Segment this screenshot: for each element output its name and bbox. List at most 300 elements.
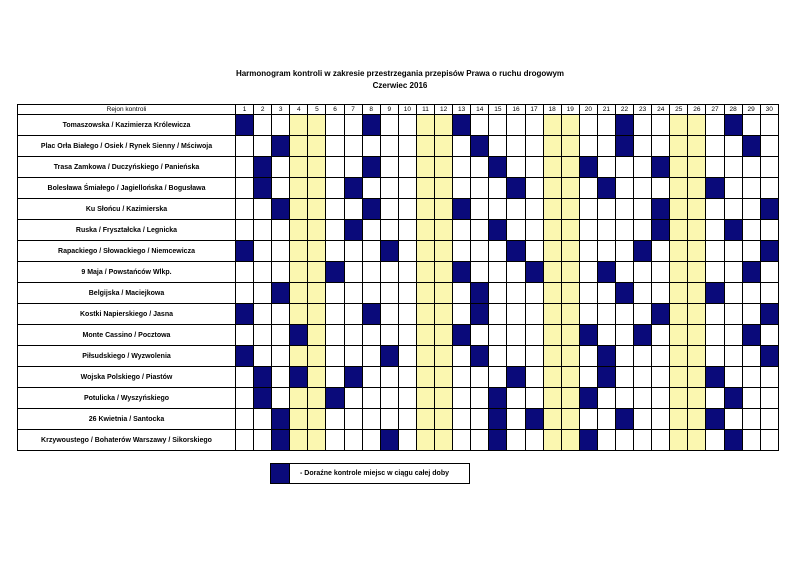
day-cell-weekend	[561, 388, 579, 409]
day-cell-weekend	[308, 178, 326, 199]
day-cell	[453, 220, 471, 241]
day-cell-control	[380, 241, 398, 262]
day-cell	[760, 136, 778, 157]
day-cell-weekend	[543, 304, 561, 325]
day-cell-control	[254, 178, 272, 199]
day-cell	[362, 241, 380, 262]
day-cell	[579, 241, 597, 262]
day-cell	[453, 367, 471, 388]
day-cell-weekend	[435, 430, 453, 451]
day-cell	[597, 199, 615, 220]
header-day: 28	[724, 105, 742, 115]
day-cell	[634, 367, 652, 388]
day-cell-weekend	[290, 241, 308, 262]
day-cell	[471, 241, 489, 262]
day-cell	[760, 430, 778, 451]
day-cell	[489, 283, 507, 304]
region-name: Ku Słońcu / Kazimierska	[18, 199, 236, 220]
header-day: 21	[597, 105, 615, 115]
day-cell-weekend	[290, 157, 308, 178]
day-cell	[471, 220, 489, 241]
day-cell	[362, 409, 380, 430]
header-day: 20	[579, 105, 597, 115]
day-cell	[272, 220, 290, 241]
day-cell	[344, 304, 362, 325]
day-cell-control	[362, 157, 380, 178]
day-cell	[652, 367, 670, 388]
day-cell	[398, 388, 416, 409]
day-cell-weekend	[435, 325, 453, 346]
day-cell-weekend	[688, 115, 706, 136]
day-cell-weekend	[290, 304, 308, 325]
day-cell	[398, 430, 416, 451]
day-cell	[272, 388, 290, 409]
table-row	[18, 388, 779, 409]
day-cell-weekend	[561, 304, 579, 325]
day-cell	[453, 304, 471, 325]
day-cell	[236, 430, 254, 451]
day-cell-weekend	[543, 115, 561, 136]
table-row	[18, 199, 779, 220]
day-cell	[742, 367, 760, 388]
day-cell-control	[760, 241, 778, 262]
day-cell-control	[453, 199, 471, 220]
day-cell	[236, 283, 254, 304]
day-cell	[742, 115, 760, 136]
day-cell	[652, 136, 670, 157]
day-cell	[615, 304, 633, 325]
day-cell	[706, 325, 724, 346]
day-cell	[525, 157, 543, 178]
day-cell-weekend	[688, 178, 706, 199]
day-cell-weekend	[670, 136, 688, 157]
day-cell	[380, 157, 398, 178]
day-cell-weekend	[416, 367, 434, 388]
day-cell-weekend	[561, 241, 579, 262]
day-cell	[652, 346, 670, 367]
day-cell	[380, 304, 398, 325]
day-cell-weekend	[543, 136, 561, 157]
day-cell	[489, 136, 507, 157]
day-cell-control	[615, 136, 633, 157]
day-cell	[489, 304, 507, 325]
day-cell	[326, 220, 344, 241]
day-cell	[254, 325, 272, 346]
day-cell-control	[362, 115, 380, 136]
day-cell	[398, 115, 416, 136]
day-cell	[453, 283, 471, 304]
day-cell-weekend	[688, 283, 706, 304]
header-day: 23	[634, 105, 652, 115]
day-cell	[272, 367, 290, 388]
day-cell-weekend	[290, 388, 308, 409]
day-cell	[236, 325, 254, 346]
day-cell	[398, 325, 416, 346]
day-cell	[471, 178, 489, 199]
day-cell	[597, 388, 615, 409]
header-day: 11	[416, 105, 434, 115]
day-cell	[706, 199, 724, 220]
day-cell-weekend	[416, 430, 434, 451]
day-cell	[453, 241, 471, 262]
day-cell-control	[254, 367, 272, 388]
region-name: Piłsudskiego / Wyzwolenia	[18, 346, 236, 367]
day-cell	[507, 409, 525, 430]
day-cell	[760, 367, 778, 388]
day-cell	[507, 388, 525, 409]
day-cell	[634, 115, 652, 136]
day-cell	[380, 388, 398, 409]
header-day: 22	[615, 105, 633, 115]
day-cell	[453, 409, 471, 430]
day-cell	[742, 346, 760, 367]
region-name: Kostki Napierskiego / Jasna	[18, 304, 236, 325]
day-cell-weekend	[416, 157, 434, 178]
day-cell-weekend	[561, 199, 579, 220]
day-cell-control	[380, 346, 398, 367]
day-cell	[326, 304, 344, 325]
day-cell	[362, 262, 380, 283]
day-cell	[525, 325, 543, 346]
day-cell	[597, 115, 615, 136]
day-cell	[489, 325, 507, 346]
day-cell-weekend	[561, 178, 579, 199]
day-cell	[634, 430, 652, 451]
day-cell-weekend	[435, 115, 453, 136]
day-cell-control	[362, 304, 380, 325]
day-cell	[724, 136, 742, 157]
document-title	[0, 68, 800, 92]
table-row	[18, 409, 779, 430]
day-cell	[507, 262, 525, 283]
day-cell	[615, 262, 633, 283]
day-cell-weekend	[543, 367, 561, 388]
day-cell	[652, 430, 670, 451]
day-cell	[742, 199, 760, 220]
day-cell	[724, 178, 742, 199]
day-cell-weekend	[290, 136, 308, 157]
day-cell	[326, 367, 344, 388]
day-cell	[471, 115, 489, 136]
day-cell-control	[597, 367, 615, 388]
day-cell-weekend	[561, 115, 579, 136]
day-cell-control	[326, 262, 344, 283]
day-cell	[579, 367, 597, 388]
day-cell	[344, 157, 362, 178]
day-cell	[398, 136, 416, 157]
day-cell-control	[706, 409, 724, 430]
day-cell	[380, 283, 398, 304]
day-cell	[380, 262, 398, 283]
header-day: 19	[561, 105, 579, 115]
day-cell-weekend	[308, 325, 326, 346]
day-cell	[706, 346, 724, 367]
day-cell	[724, 367, 742, 388]
day-cell	[597, 136, 615, 157]
day-cell	[760, 325, 778, 346]
day-cell	[760, 178, 778, 199]
day-cell	[615, 220, 633, 241]
day-cell	[525, 241, 543, 262]
day-cell-weekend	[561, 157, 579, 178]
day-cell-control	[507, 178, 525, 199]
day-cell-weekend	[290, 409, 308, 430]
day-cell	[760, 388, 778, 409]
day-cell	[344, 262, 362, 283]
day-cell-weekend	[543, 199, 561, 220]
day-cell-weekend	[416, 136, 434, 157]
day-cell-control	[272, 136, 290, 157]
day-cell	[471, 388, 489, 409]
day-cell-weekend	[416, 199, 434, 220]
day-cell-weekend	[435, 157, 453, 178]
day-cell	[507, 430, 525, 451]
day-cell	[706, 388, 724, 409]
day-cell	[597, 325, 615, 346]
day-cell-weekend	[290, 262, 308, 283]
header-day: 17	[525, 105, 543, 115]
day-cell-control	[597, 346, 615, 367]
day-cell-control	[344, 178, 362, 199]
day-cell	[507, 304, 525, 325]
header-day: 25	[670, 105, 688, 115]
day-cell	[236, 199, 254, 220]
day-cell	[597, 304, 615, 325]
day-cell	[706, 430, 724, 451]
day-cell	[326, 430, 344, 451]
day-cell	[362, 346, 380, 367]
day-cell	[615, 388, 633, 409]
header-day: 4	[290, 105, 308, 115]
day-cell-weekend	[561, 430, 579, 451]
day-cell	[326, 178, 344, 199]
day-cell-control	[724, 115, 742, 136]
day-cell-weekend	[416, 325, 434, 346]
day-cell	[597, 430, 615, 451]
day-cell-weekend	[290, 115, 308, 136]
day-cell-control	[489, 388, 507, 409]
day-cell	[615, 346, 633, 367]
day-cell-control	[236, 304, 254, 325]
day-cell	[724, 304, 742, 325]
day-cell	[344, 388, 362, 409]
day-cell-control	[525, 409, 543, 430]
day-cell-weekend	[688, 388, 706, 409]
day-cell-weekend	[290, 220, 308, 241]
region-name: Potulicka / Wyszyńskiego	[18, 388, 236, 409]
day-cell	[652, 115, 670, 136]
day-cell-control	[453, 115, 471, 136]
day-cell-weekend	[308, 346, 326, 367]
day-cell	[706, 220, 724, 241]
table-row	[18, 115, 779, 136]
table-row	[18, 283, 779, 304]
day-cell	[742, 409, 760, 430]
region-name: Plac Orła Białego / Osiek / Rynek Sienny / Mściwoja	[18, 136, 236, 157]
day-cell	[597, 283, 615, 304]
day-cell-weekend	[670, 241, 688, 262]
day-cell	[326, 199, 344, 220]
day-cell-weekend	[290, 346, 308, 367]
day-cell	[615, 367, 633, 388]
day-cell	[507, 115, 525, 136]
day-cell-weekend	[308, 388, 326, 409]
day-cell-control	[706, 178, 724, 199]
day-cell-weekend	[688, 325, 706, 346]
day-cell-weekend	[435, 388, 453, 409]
day-cell	[326, 325, 344, 346]
day-cell-control	[380, 430, 398, 451]
region-name: Rapackiego / Słowackiego / Niemcewicza	[18, 241, 236, 262]
day-cell-control	[326, 388, 344, 409]
day-cell	[272, 262, 290, 283]
day-cell	[634, 136, 652, 157]
day-cell-weekend	[543, 388, 561, 409]
day-cell	[254, 346, 272, 367]
day-cell	[254, 115, 272, 136]
day-cell	[254, 220, 272, 241]
day-cell-control	[760, 199, 778, 220]
day-cell	[380, 367, 398, 388]
day-cell	[724, 409, 742, 430]
day-cell-weekend	[670, 262, 688, 283]
day-cell-control	[615, 115, 633, 136]
region-name: 26 Kwietnia / Santocka	[18, 409, 236, 430]
day-cell-weekend	[670, 220, 688, 241]
day-cell	[362, 136, 380, 157]
day-cell-weekend	[435, 199, 453, 220]
day-cell	[706, 136, 724, 157]
day-cell-weekend	[670, 430, 688, 451]
day-cell-weekend	[435, 136, 453, 157]
header-day: 7	[344, 105, 362, 115]
day-cell-control	[489, 157, 507, 178]
day-cell	[489, 241, 507, 262]
day-cell	[344, 325, 362, 346]
day-cell-control	[652, 199, 670, 220]
legend	[270, 463, 470, 484]
header-day: 26	[688, 105, 706, 115]
day-cell-control	[236, 115, 254, 136]
day-cell-weekend	[290, 283, 308, 304]
day-cell	[398, 346, 416, 367]
day-cell	[489, 262, 507, 283]
header-day: 2	[254, 105, 272, 115]
day-cell	[597, 409, 615, 430]
day-cell	[652, 262, 670, 283]
day-cell-weekend	[290, 430, 308, 451]
day-cell-weekend	[416, 178, 434, 199]
schedule-body	[18, 115, 779, 451]
day-cell	[579, 199, 597, 220]
legend-swatch	[271, 464, 290, 483]
day-cell	[236, 409, 254, 430]
day-cell	[362, 283, 380, 304]
day-cell-weekend	[416, 220, 434, 241]
day-cell	[272, 157, 290, 178]
day-cell	[760, 409, 778, 430]
day-cell	[453, 178, 471, 199]
day-cell	[724, 325, 742, 346]
day-cell	[398, 241, 416, 262]
day-cell	[344, 136, 362, 157]
day-cell-control	[597, 262, 615, 283]
day-cell	[272, 325, 290, 346]
day-cell-weekend	[561, 136, 579, 157]
day-cell-weekend	[308, 136, 326, 157]
day-cell	[362, 178, 380, 199]
day-cell-control	[471, 304, 489, 325]
day-cell-weekend	[435, 220, 453, 241]
day-cell-control	[615, 283, 633, 304]
day-cell-control	[290, 325, 308, 346]
day-cell-weekend	[561, 283, 579, 304]
header-day: 14	[471, 105, 489, 115]
title-line-1: Harmonogram kontroli w zakresie przestrzegania przepisów Prawa o ruchu drogowym	[235, 69, 565, 78]
day-cell	[236, 388, 254, 409]
day-cell	[398, 220, 416, 241]
legend-label: - Doraźne kontrole miejsc w ciągu całej doby	[300, 470, 449, 477]
day-cell	[272, 241, 290, 262]
day-cell	[525, 388, 543, 409]
day-cell-control	[362, 199, 380, 220]
day-cell	[453, 430, 471, 451]
day-cell	[272, 304, 290, 325]
day-cell	[471, 199, 489, 220]
header-day: 10	[398, 105, 416, 115]
day-cell	[380, 136, 398, 157]
day-cell-control	[290, 367, 308, 388]
day-cell-control	[236, 346, 254, 367]
day-cell-weekend	[561, 262, 579, 283]
day-cell	[597, 157, 615, 178]
day-cell	[742, 220, 760, 241]
day-cell-control	[634, 325, 652, 346]
day-cell	[615, 325, 633, 346]
day-cell	[724, 157, 742, 178]
day-cell	[453, 136, 471, 157]
day-cell-weekend	[561, 409, 579, 430]
day-cell	[760, 283, 778, 304]
day-cell-weekend	[435, 178, 453, 199]
day-cell	[579, 178, 597, 199]
day-cell-weekend	[670, 157, 688, 178]
day-cell-weekend	[670, 367, 688, 388]
day-cell	[525, 136, 543, 157]
day-cell	[525, 178, 543, 199]
day-cell	[760, 262, 778, 283]
day-cell-control	[272, 283, 290, 304]
day-cell-control	[597, 178, 615, 199]
day-cell-control	[579, 325, 597, 346]
day-cell-weekend	[670, 409, 688, 430]
day-cell-weekend	[308, 199, 326, 220]
day-cell	[471, 157, 489, 178]
day-cell	[380, 199, 398, 220]
day-cell-weekend	[435, 367, 453, 388]
day-cell	[236, 136, 254, 157]
day-cell-control	[579, 157, 597, 178]
day-cell	[724, 199, 742, 220]
day-cell-control	[652, 220, 670, 241]
day-cell	[507, 136, 525, 157]
day-cell	[507, 157, 525, 178]
day-cell	[398, 367, 416, 388]
day-cell-weekend	[435, 346, 453, 367]
day-cell-weekend	[308, 430, 326, 451]
day-cell-control	[254, 157, 272, 178]
day-cell-weekend	[543, 409, 561, 430]
